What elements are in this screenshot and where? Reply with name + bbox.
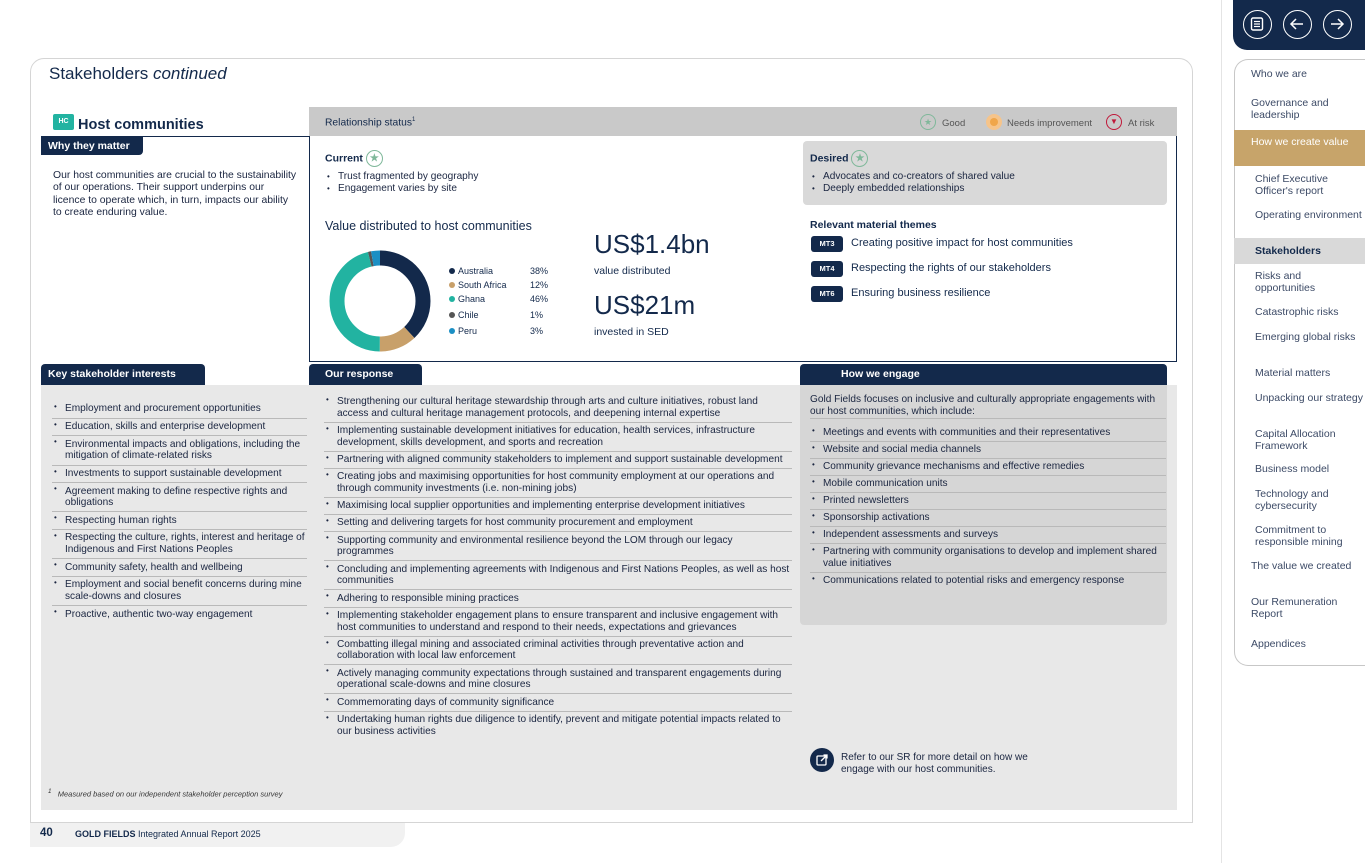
list-item: • Advocates and co-creators of shared value: [810, 171, 1160, 183]
value-distributed-figure: US$1.4bn: [594, 229, 710, 259]
theme-code: MT6: [811, 286, 843, 302]
list-item: • Employment and social benefit concerns during mine scale-downs and closures: [52, 577, 307, 606]
nav-toolbar: [1233, 0, 1365, 50]
list-item: • Website and social media channels: [810, 442, 1166, 459]
list-item: • Meetings and events with communities and their representatives: [810, 425, 1166, 442]
engage-list: [810, 425, 1166, 589]
list-item: • Actively managing community expectations through sustained and transparent engagements during operational scale-downs and mine closures: [324, 665, 792, 694]
contents-icon[interactable]: [1243, 10, 1272, 39]
sed-figure: US$21m: [594, 290, 696, 320]
list-item: • Strengthening our cultural heritage stewardship through arts and culture initiatives, robust land access and cultural heritage management protocols, and deepening internal expertise: [324, 394, 792, 423]
list-item: • Printed newsletters: [810, 493, 1166, 510]
legend-label: Chile: [458, 310, 479, 320]
list-item: • Setting and delivering targets for host community procurement and employment: [324, 515, 792, 532]
list-item: • Investments to support sustainable development: [52, 466, 307, 484]
donut-chart: [325, 246, 435, 356]
nav-item[interactable]: Risks and opportunities: [1255, 270, 1316, 294]
sed-label: invested in SED: [594, 326, 669, 338]
theme-label: Respecting the rights of our stakeholders: [851, 262, 1051, 274]
section-title: Host communities: [78, 117, 204, 133]
legend-value: 3%: [530, 326, 544, 336]
legend-value: 46%: [530, 294, 549, 304]
engage-intro: [810, 394, 1166, 419]
list-item: • Respecting human rights: [52, 512, 307, 530]
list-item: • Respecting the culture, rights, interest and heritage of Indigenous and First Nations Peoples: [52, 530, 307, 559]
list-item: • Sponsorship activations: [810, 510, 1166, 527]
list-item: • Partnering with aligned community stakeholders to implement and support sustainable development: [324, 452, 792, 469]
list-item: • Education, skills and enterprise development: [52, 419, 307, 437]
list-item: • Commemorating days of community significance: [324, 694, 792, 711]
list-item: • Mobile communication units: [810, 476, 1166, 493]
nav-item[interactable]: Who we are: [1251, 68, 1308, 80]
nav-item[interactable]: How we create value: [1251, 136, 1349, 148]
list-item: • Environmental impacts and obligations, including the mitigation of climate-related risks: [52, 436, 307, 465]
engage-intro-text: Gold Fields focuses on inclusive and culturally appropriate engagements with our host communities, which include:: [810, 394, 1166, 419]
back-arrow-icon[interactable]: [1283, 10, 1312, 39]
nav-item[interactable]: Emerging global risks: [1255, 331, 1356, 343]
nav-item[interactable]: Chief Executive Officer's report: [1255, 173, 1328, 197]
nav-item[interactable]: The value we created: [1251, 560, 1352, 572]
page-title: Stakeholders continued: [49, 64, 227, 83]
nav-item[interactable]: Material matters: [1255, 367, 1331, 379]
desired-label: Desired ★: [810, 150, 868, 167]
relationship-header: [309, 107, 1177, 136]
nav-item[interactable]: Unpacking our strategy: [1255, 392, 1363, 404]
nav-item[interactable]: Appendices: [1251, 638, 1306, 650]
footnote: $^1$ Measured based on our independent stakeholder perception survey: [48, 788, 283, 799]
needs-improvement-icon: [986, 114, 1002, 130]
legend-value: 12%: [530, 280, 549, 290]
legend-swatch: [449, 296, 455, 302]
value-distributed-label: value distributed: [594, 265, 671, 277]
legend-swatch: [449, 282, 455, 288]
refer-link-text[interactable]: Refer to our SR for more detail on how we engage with our host communities.: [841, 752, 1028, 775]
legend-at-risk: At risk: [1128, 118, 1155, 129]
nav-item[interactable]: Operating environment: [1255, 209, 1362, 221]
relationship-title: Relationship status$^1$: [325, 117, 416, 129]
desired-list: [810, 171, 1160, 195]
list-item: • Undertaking human rights due diligence to identify, prevent and mitigate potential impacts related to our business activities: [324, 712, 792, 740]
why-they-matter-text: Our host communities are crucial to the sustainability of our operations. Their support underpins our licence to operate which, in turn, impacts our ability to create enduring value.: [53, 170, 297, 218]
page-number: 40: [40, 827, 53, 839]
nav-item[interactable]: Stakeholders: [1255, 245, 1321, 257]
engage-tab: How we engage: [800, 364, 1167, 385]
value-title: Value distributed to host communities: [325, 219, 532, 233]
footer-text: GOLD FIELDS Integrated Annual Report 2025: [75, 829, 261, 839]
at-risk-icon: ▼: [1106, 114, 1122, 130]
list-item: • Implementing stakeholder engagement plans to ensure transparent and inclusive engagement with host communities to understand and respond to their needs, expectations and grievances: [324, 608, 792, 637]
theme-label: Creating positive impact for host communities: [851, 237, 1073, 249]
interests-tab: Key stakeholder interests: [41, 364, 205, 385]
theme-code: MT4: [811, 261, 843, 277]
legend-good: Good: [942, 118, 966, 129]
hc-badge: HC: [53, 114, 74, 130]
theme-label: Ensuring business resilience: [851, 287, 991, 299]
list-item: • Proactive, authentic two-way engagement: [52, 606, 307, 623]
list-item: • Implementing sustainable development initiatives for education, health services, infrastructure development, skills development, and sports and recreation: [324, 423, 792, 452]
good-star-icon: ★: [920, 114, 936, 130]
legend-value: 1%: [530, 310, 544, 320]
legend-needs-improvement: Needs improvement: [1007, 118, 1093, 129]
list-item: • Community grievance mechanisms and effective remedies: [810, 459, 1166, 476]
legend-label: South Africa: [458, 280, 507, 290]
legend-label: Peru: [458, 326, 478, 336]
legend-swatch: [449, 328, 455, 334]
legend-swatch: [449, 312, 455, 318]
list-item: • Trust fragmented by geography: [325, 171, 785, 183]
list-item: • Concluding and implementing agreements with Indigenous and First Nations Peoples, as well as host communities: [324, 561, 792, 590]
nav-item[interactable]: Governance and leadership: [1251, 97, 1329, 121]
nav-item[interactable]: Catastrophic risks: [1255, 306, 1339, 318]
desired-star-icon: ★: [851, 150, 868, 167]
legend-swatch: [449, 268, 455, 274]
list-item: • Maximising local supplier opportunities and implementing enterprise development initiatives: [324, 498, 792, 515]
current-list: [325, 171, 785, 195]
forward-arrow-icon[interactable]: [1323, 10, 1352, 39]
response-tab: Our response: [309, 364, 422, 385]
nav-divider: [1221, 0, 1222, 863]
theme-code: MT3: [811, 236, 843, 252]
external-link-icon[interactable]: [810, 748, 834, 772]
list-item: • Employment and procurement opportunities: [52, 401, 307, 419]
list-item: • Independent assessments and surveys: [810, 527, 1166, 544]
list-item: • Agreement making to define respective rights and obligations: [52, 483, 307, 512]
legend-label: Australia: [458, 266, 494, 276]
response-list: [324, 394, 792, 740]
legend-label: Ghana: [458, 294, 486, 304]
why-they-matter-tab: Why they matter: [41, 137, 143, 155]
nav-item[interactable]: Technology and cybersecurity: [1255, 488, 1329, 512]
interests-list: [52, 401, 307, 623]
list-item: • Partnering with community organisations to develop and implement shared value initiatives: [810, 544, 1166, 573]
list-item: • Supporting community and environmental resilience beyond the LOM through our legacy programmes: [324, 532, 792, 561]
list-item: • Combatting illegal mining and associated criminal activities through preventative action and collaboration with local law enforcement: [324, 637, 792, 666]
list-item: • Adhering to responsible mining practices: [324, 590, 792, 607]
themes-title: Relevant material themes: [810, 219, 937, 231]
nav-item[interactable]: Capital Allocation Framework: [1255, 428, 1336, 452]
nav-item[interactable]: Business model: [1255, 463, 1330, 475]
list-item: • Engagement varies by site: [325, 183, 785, 195]
list-item: • Communications related to potential risks and emergency response: [810, 573, 1166, 589]
nav-item[interactable]: Commitment to responsible mining: [1255, 524, 1343, 548]
nav-item[interactable]: Our Remuneration Report: [1251, 596, 1338, 620]
current-label: Current ★: [325, 150, 383, 167]
list-item: • Creating jobs and maximising opportunities for host community employment at our operations and through community investments (i.e. non-mining jobs): [324, 469, 792, 498]
current-star-icon: ★: [366, 150, 383, 167]
list-item: • Deeply embedded relationships: [810, 183, 1160, 195]
legend-value: 38%: [530, 266, 549, 276]
list-item: • Community safety, health and wellbeing: [52, 559, 307, 577]
